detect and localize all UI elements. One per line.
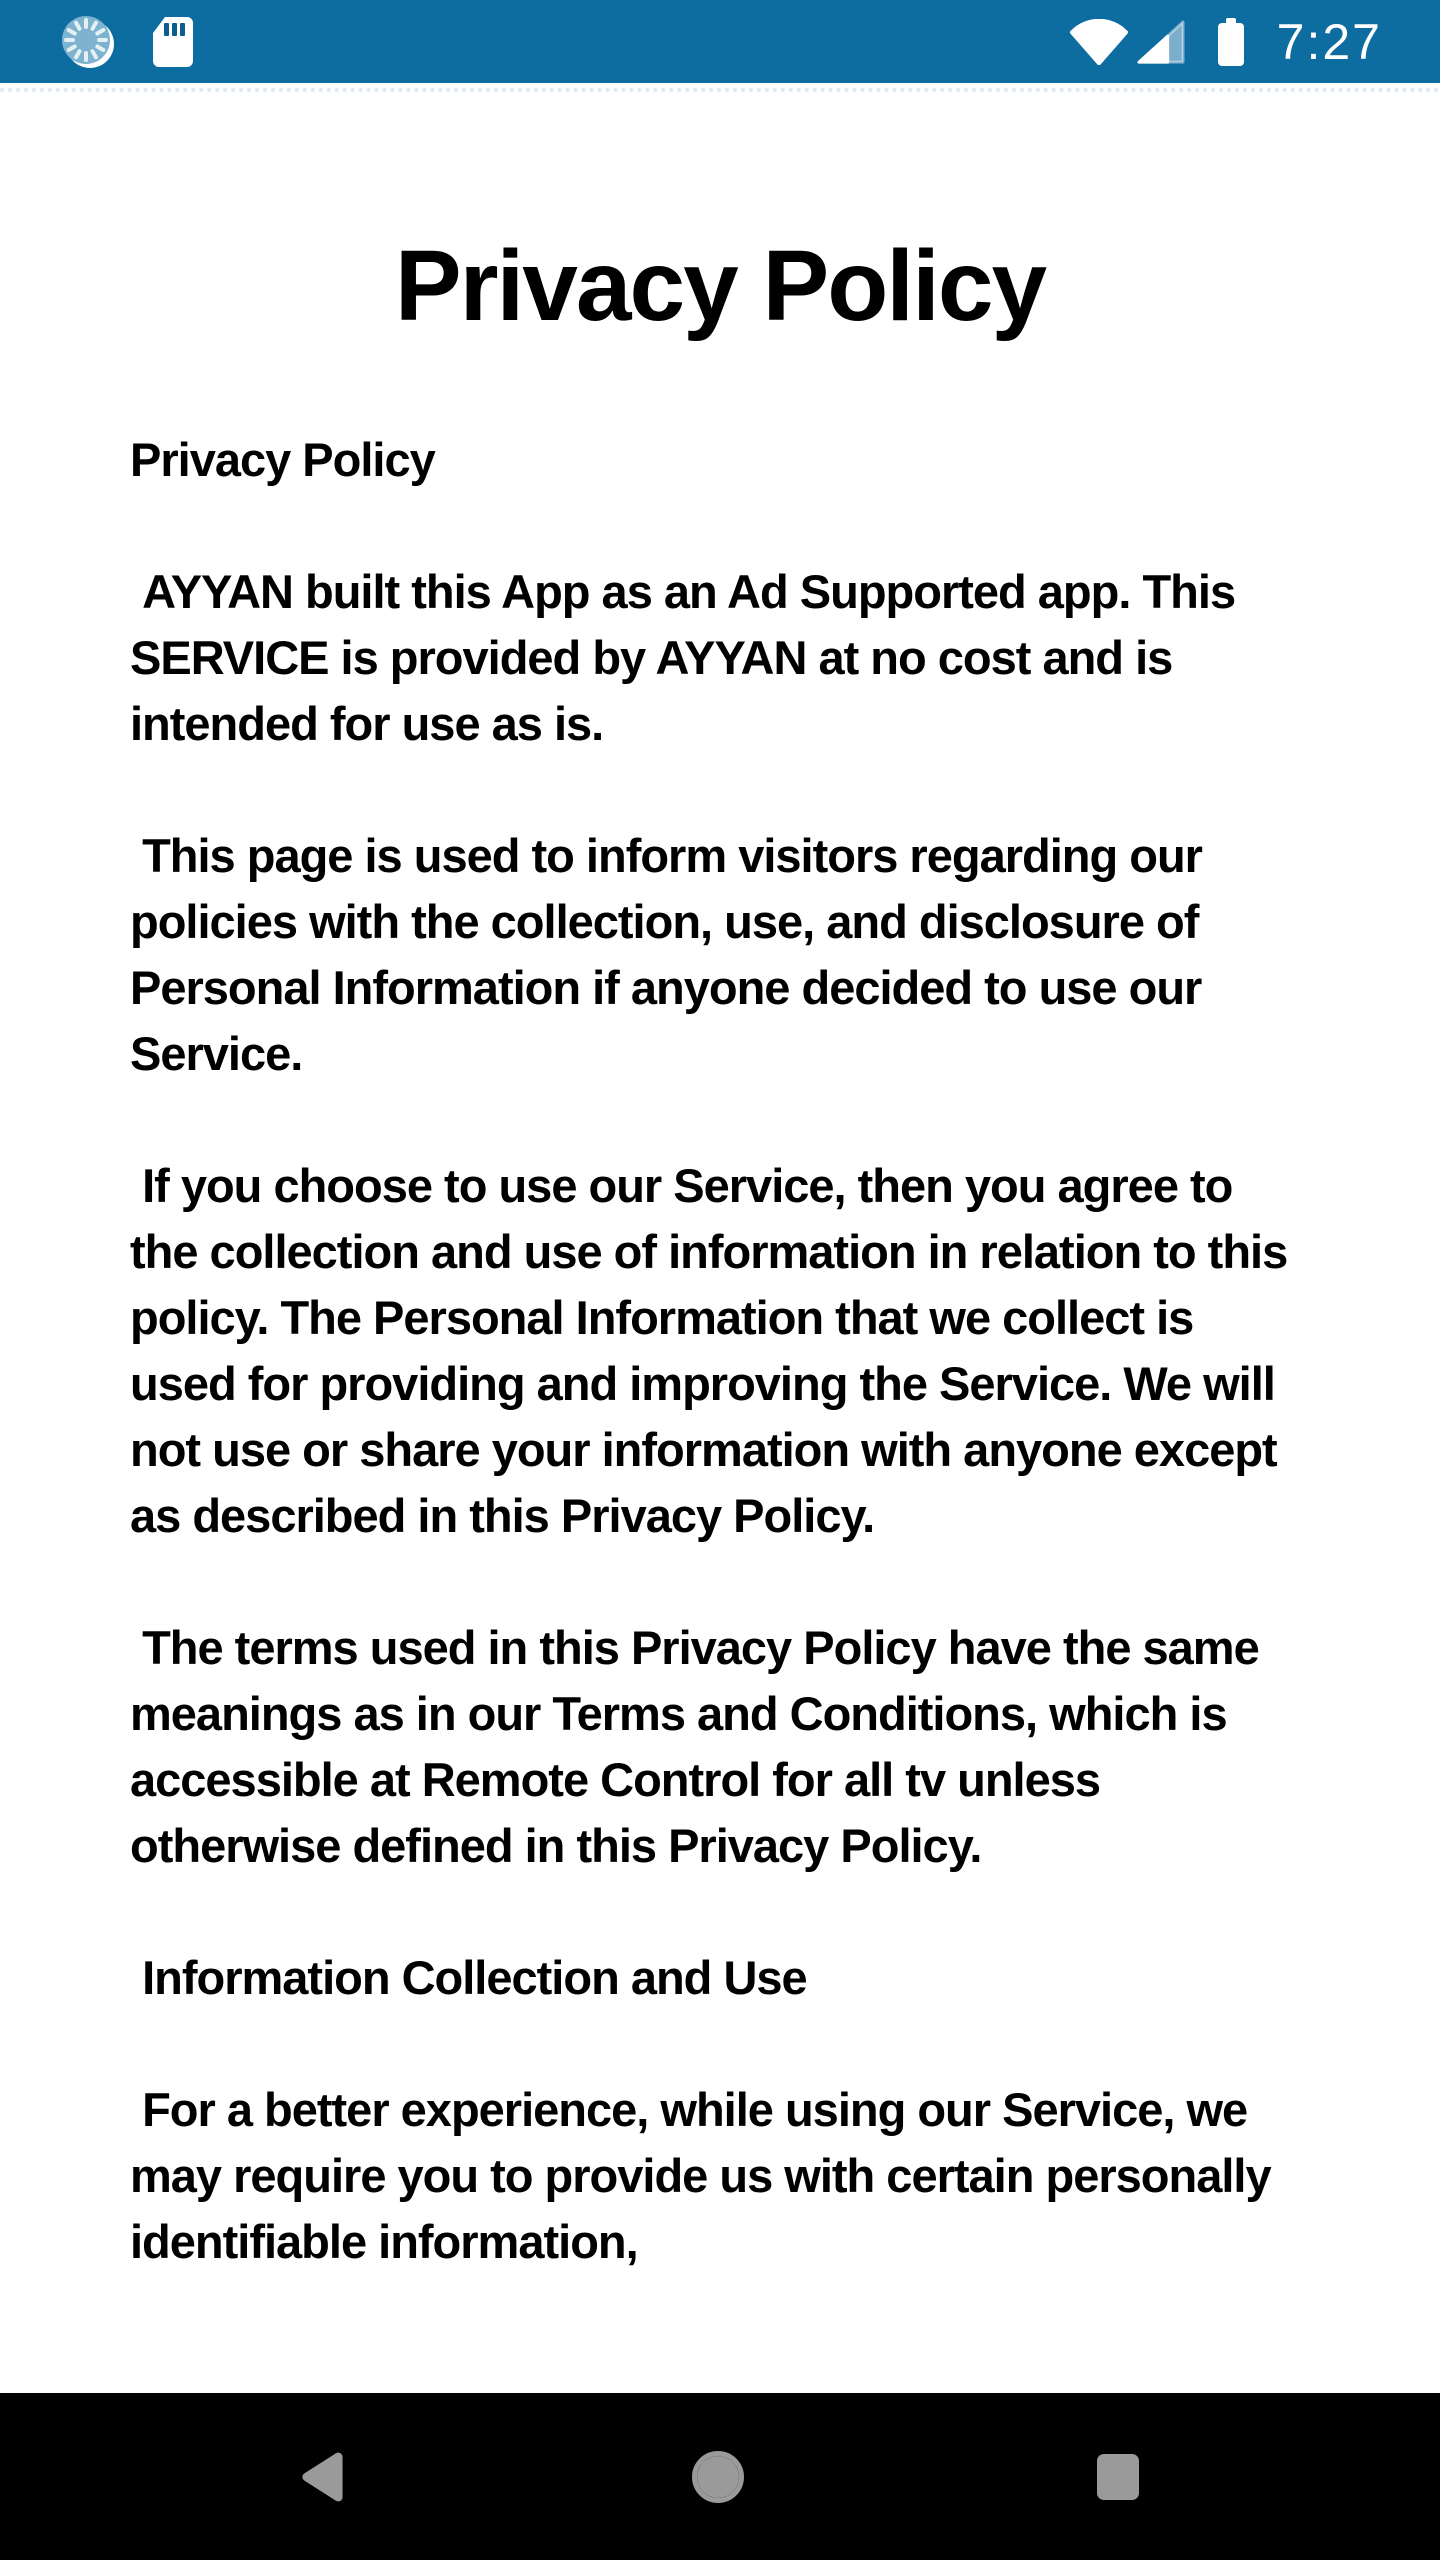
policy-paragraph-5: For a better experience, while using our Service, we may require you to provide us with certain personally identifiable information,	[130, 2083, 1283, 2268]
home-button[interactable]	[692, 2451, 744, 2503]
status-bar-right-icons	[1069, 13, 1382, 70]
policy-heading: Privacy Policy	[130, 433, 435, 486]
wifi-icon	[1069, 19, 1129, 65]
navigation-bar	[0, 2393, 1440, 2560]
battery-icon	[1217, 17, 1245, 67]
status-bar	[0, 0, 1440, 83]
policy-subheading: Information Collection and Use	[130, 1951, 807, 2004]
sd-card-icon	[153, 17, 193, 67]
policy-paragraph-1: AYYAN built this App as an Ad Supported app. This SERVICE is provided by AYYAN at no cost and is intended for use as is.	[130, 565, 1248, 750]
back-button[interactable]	[300, 2451, 344, 2503]
home-button-ring	[692, 2451, 744, 2503]
status-bar-left-icons	[60, 14, 193, 70]
signal-strength-icon	[1137, 19, 1185, 65]
page-title: Privacy Policy	[394, 230, 1046, 342]
policy-paragraph-3: If you choose to use our Service, then you agree to the collection and use of information in relation to this policy. The Personal Information that we collect is used for providing and improving the Service. We will not use or share your information with anyone except as described in this Privacy Policy.	[130, 1159, 1300, 1542]
home-button-dot	[697, 2456, 739, 2498]
policy-paragraph-4: The terms used in this Privacy Policy have the same meanings as in our Terms and Conditions, which is accessible at Remote Control for all tv unless otherwise defined in this Privacy Policy.	[130, 1621, 1271, 1872]
privacy-policy-page	[0, 83, 1440, 2341]
loading-spinner-icon	[60, 14, 116, 70]
clock-time: 7:27	[1276, 13, 1382, 70]
recents-button[interactable]	[1097, 2454, 1139, 2500]
recents-square-icon	[1097, 2454, 1139, 2500]
policy-paragraph-2: This page is used to inform visitors regarding our policies with the collection, use, and disclosure of Personal Information if anyone decided to use our Service.	[130, 829, 1215, 1080]
